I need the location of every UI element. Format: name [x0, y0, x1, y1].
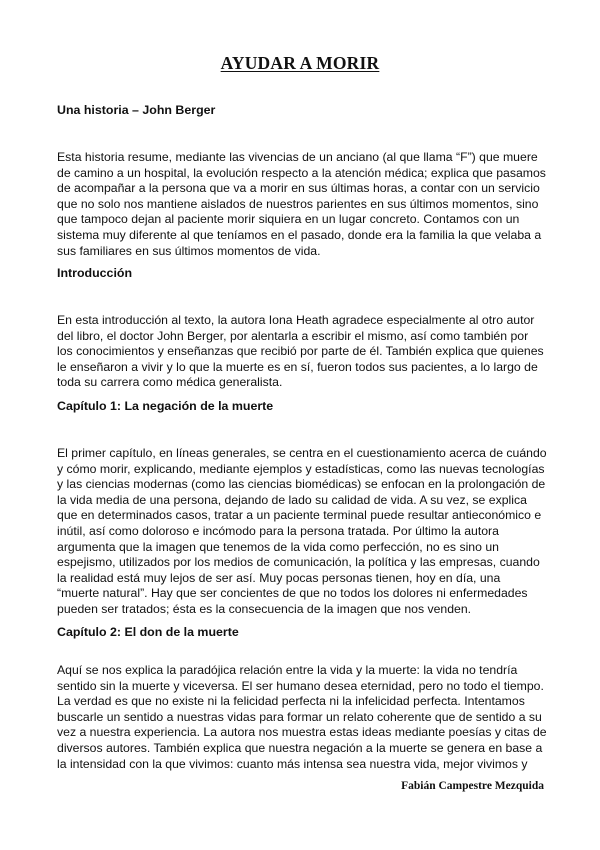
- paragraph-line: diversos autores. También explica que nuestra negación a la muerte se genera en base a: [57, 740, 543, 755]
- section-heading-capitulo-1: Capítulo 1: La negación de la muerte: [57, 399, 274, 413]
- paragraph-line: la realidad está muy lejos de ser así. Muy pocas personas tienen, hoy en día, una: [57, 570, 501, 585]
- paragraph-line: le enseñaron a vivir y lo que la muerte es en sí, fueron todos sus pacientes, a lo largo de: [57, 359, 538, 374]
- section-paragraph-capitulo-1: [57, 446, 557, 618]
- paragraph-line: “muerte natural”. Hay que ser concientes de que no todos los dolores ni enfermedades: [57, 586, 528, 601]
- section-paragraph-una-historia: [57, 150, 557, 259]
- paragraph-line: de camino a un hospital, la evolución respecto a la atención médica; explica que pasamos: [57, 165, 546, 180]
- paragraph-line: y cómo morir, explicando, mediante ejemplos y estadísticas, como las nuevas tecnologías: [57, 461, 545, 476]
- paragraph-line: El primer capítulo, en líneas generales, se centra en el cuestionamiento acerca de cuándo: [57, 446, 547, 460]
- paragraph-line: Esta historia resume, mediante las vivencias de un anciano (al que llama “F”) que muere: [57, 150, 538, 164]
- paragraph-line: que tampoco dejan al paciente morir siquiera en un lugar concreto. Contamos con un: [57, 212, 520, 227]
- paragraph-line: En esta introducción al texto, la autora Iona Heath agradece especialmente al otro autor: [57, 313, 535, 327]
- paragraph-line: que no solo nos mantiene aislados de nuestros parientes en sus últimos momentos, sino: [57, 196, 539, 211]
- paragraph-line: argumenta que la imagen que tenemos de la vida como perfección, no es sino un: [57, 539, 499, 554]
- paragraph-line: espejismo, utilizados por los medios de comunicación, la política y las empresas, cuando: [57, 555, 540, 570]
- paragraph-line: del libro, el doctor John Berger, por alentarla a escribir el mismo, así como también por: [57, 328, 529, 343]
- paragraph-line: toda su carrera como médica generalista.: [57, 375, 283, 390]
- paragraph-line: sus familiares en sus últimos momentos de vida.: [57, 243, 321, 258]
- paragraph-line: buscarle un sentido a nuestras vidas para formar un relato coherente que de sentido a su: [57, 709, 542, 724]
- author-signature: Fabián Campestre Mezquida: [401, 780, 544, 792]
- paragraph-line: la vida media de una persona, dejando de lado su calidad de vida. A su vez, se explica: [57, 492, 527, 507]
- document-title: AYUDAR A MORIR: [220, 53, 380, 73]
- section-heading-introduccion: Introducción: [57, 266, 133, 280]
- section-paragraph-introduccion: [57, 313, 557, 391]
- paragraph-line: vez a nuestra experiencia. La autora nos muestra estas ideas mediante poesías y citas de: [57, 725, 547, 740]
- paragraph-line: pueden ser tratados; ésta es la consecuencia de la imagen que nos venden.: [57, 601, 472, 616]
- paragraph-line: que en determinados casos, tratar a un paciente terminal puede resultar antieconómico e: [57, 508, 542, 523]
- paragraph-line: de acompañar a la persona que va a morir en sus últimas horas, a contar con un servicio: [57, 181, 540, 196]
- paragraph-line: La verdad es que no existe ni la felicidad perfecta ni la infelicidad perfecta. Intentamos: [57, 694, 525, 709]
- section-paragraph-capitulo-2: [57, 663, 557, 772]
- paragraph-line: Aquí se nos explica la paradójica relación entre la vida y la muerte: la vida no tendría: [57, 663, 518, 677]
- paragraph-line: sentido sin la muerte y viceversa. El ser humano desea eternidad, pero no todo el tiempo.: [57, 678, 544, 693]
- paragraph-line: y las ciencias modernas (como las ciencias biomédicas) se enfocan en la prolongación de: [57, 477, 546, 492]
- paragraph-line: sistema muy diferente al que teníamos en el pasado, donde era la familia la que velaba a: [57, 227, 542, 242]
- section-heading-una-historia: Una historia – John Berger: [57, 103, 216, 117]
- section-heading-capitulo-2: Capítulo 2: El don de la muerte: [57, 625, 239, 639]
- paragraph-line: inútil, así como doloroso e incómodo para la persona tratada. Por último la autora: [57, 523, 499, 538]
- paragraph-line: los conocimientos y enseñanzas que recibió por parte de él. También explica que quienes: [57, 344, 544, 359]
- paragraph-line: la intensidad con la que vivimos: cuanto más intensa sea nuestra vida, mejor vivimos y: [57, 756, 528, 771]
